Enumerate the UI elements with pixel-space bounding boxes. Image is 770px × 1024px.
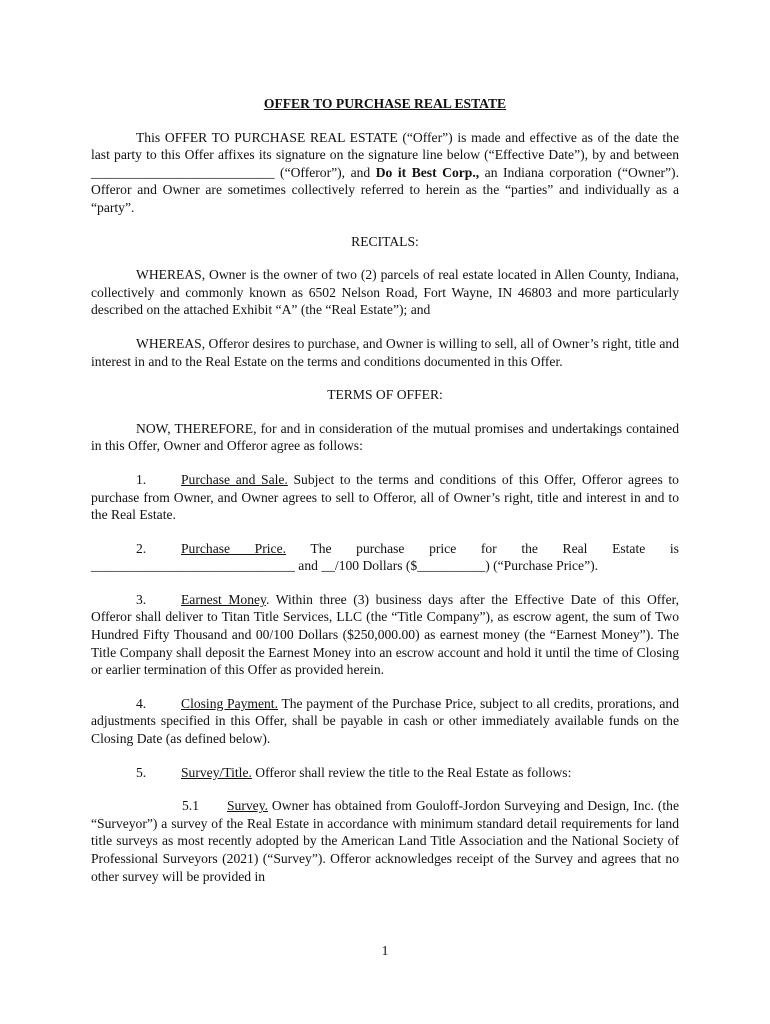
section-1: [91, 471, 679, 524]
section-number: 1.: [136, 471, 147, 487]
section-text: Offeror shall review the title to the Real Estate as follows:: [251, 764, 572, 780]
owner-name: Do it Best Corp.,: [375, 164, 480, 180]
terms-heading: TERMS OF OFFER:: [327, 387, 443, 403]
intro-text-part1: This OFFER TO PURCHASE REAL ESTATE (“Offer”) is made and effective as of the date the last party to this Offer affixes its signature on the signature line below (“Effective Date”), by and between ___________________________ (“Offeror”), and: [91, 129, 679, 180]
subsection-heading: Survey.: [227, 798, 269, 814]
word: The: [310, 540, 332, 556]
section-text: The payment of the Purchase Price, subject to all credits, prorations, and adjustments specified in this Offer, shall be payable in cash or other immediately available funds on the Closing Date (as defined below).: [91, 695, 679, 747]
intro-text-part2: an Indiana corporation (“Owner”). Offeror and Owner are sometimes collectively referred to herein as the “parties” and individually as a “party”.: [91, 164, 679, 215]
section-heading: Purchase Price.: [181, 540, 287, 556]
section-number: 3.: [136, 591, 147, 607]
recitals-heading: RECITALS:: [351, 233, 419, 249]
section-2: [91, 540, 679, 575]
section-text: Subject to the terms and conditions of this Offer, Offeror agrees to purchase from Owner, and Owner agrees to sell to Offeror, all of Owner’s right, title and interest in and to the Real Estate.: [91, 471, 679, 523]
section-3: [91, 591, 679, 679]
section-4: [91, 695, 679, 748]
word: the: [521, 540, 538, 556]
section-heading: Purchase and Sale.: [181, 471, 288, 487]
document-title: OFFER TO PURCHASE REAL ESTATE: [263, 96, 507, 111]
recital-paragraph: WHEREAS, Offeror desires to purchase, and Owner is willing to sell, all of Owner’s right, title and interest in and to the Real Estate on the terms and conditions documented in this Offer.: [91, 335, 679, 369]
word: Real: [562, 540, 588, 556]
now-therefore-paragraph: NOW, THEREFORE, for and in consideration of the mutual promises and undertakings contained in this Offer, Owner and Offeror agree as follows:: [91, 420, 679, 454]
word: for: [480, 540, 497, 556]
section-text: . Within three (3) business days after the Effective Date of this Offer, Offeror shall deliver to Titan Title Services, LLC (the “Title Company”), as escrow agent, the sum of Two Hundred Fifty Thousand and 00/100 Dollars ($250,000.00) as earnest money (the “Earnest Money”). The Title Company shall deposit the Earnest Money into an escrow account and hold it until the time of Closing or earlier termination of this Offer as provided herein.: [91, 591, 679, 678]
section-heading: Earnest Money: [181, 591, 266, 607]
subsection-text: Owner has obtained from Gouloff-Jordon Surveying and Design, Inc. (the “Surveyor”) a survey of the Real Estate in accordance with minimum standard detail requirements for land title surveys as most recently adopted by the American Land Title Association and the National Society of Professional Surveyors (2021) (“Survey”). Offeror acknowledges receipt of the Survey and agrees that no other survey will be provided in: [91, 798, 679, 884]
word: price: [429, 540, 457, 556]
section-2-line-2: ______________________________ and __/100 Dollars ($__________) (“Purchase Price”).: [91, 558, 599, 574]
recital-paragraph: WHEREAS, Owner is the owner of two (2) parcels of real estate located in Allen County, Indiana, collectively and commonly known as 6502 Nelson Road, Fort Wayne, IN 46803 and more particularly described on the attached Exhibit “A” (the “Real Estate”); and: [91, 267, 679, 318]
word: is: [669, 540, 679, 556]
section-5: [91, 764, 679, 782]
intro-paragraph: [91, 129, 679, 217]
section-number: 2.: [136, 540, 147, 556]
section-heading: Survey/Title.: [181, 764, 252, 780]
section-number: 4.: [136, 695, 147, 711]
section-heading: Closing Payment.: [181, 695, 278, 711]
word: purchase: [356, 540, 405, 556]
word: Estate: [612, 540, 646, 556]
subsection-number: 5.1: [182, 798, 199, 814]
subsection-5-1: [91, 797, 679, 885]
section-number: 5.: [136, 764, 147, 780]
section-2-line-1: [91, 540, 679, 558]
page-number: 1: [381, 943, 389, 958]
